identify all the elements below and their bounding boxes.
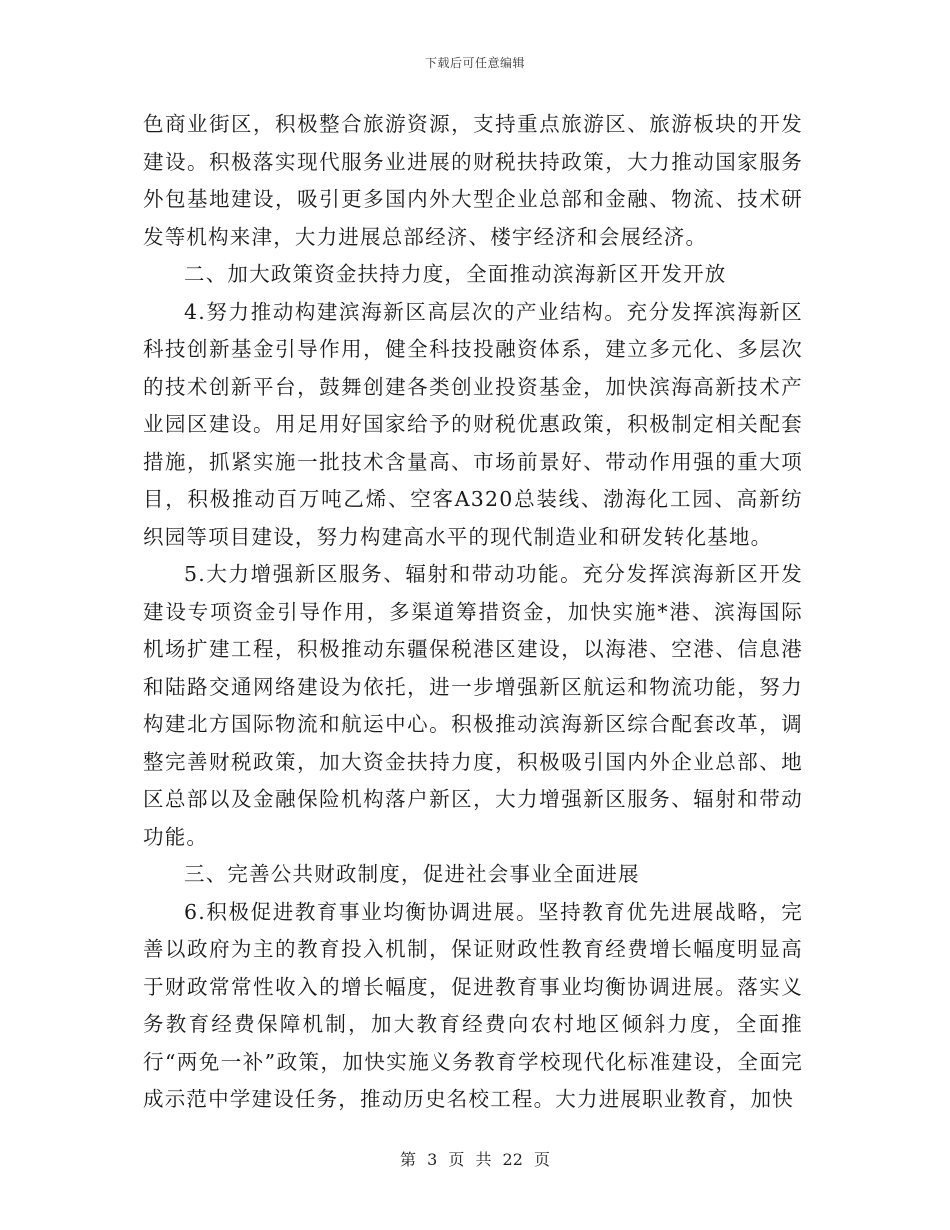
paragraph-item-6: 6.积极促进教育事业均衡协调进展。坚持教育优先进展战略，完善以政府为主的教育投入机制，保证财政性教育经费增长幅度明显高于财政常常性收入的增长幅度，促进教育事业均衡协调进展。落实义务教育经费保障机制，加大教育经费向农村地区倾斜力度，全面推行“两免一补”政策，加快实施义务教育学校现代化标准建设，全面完成示范中学建设任务，推动历史名校工程。大力进展职业教育，加快: [143, 899, 803, 1111]
section-heading-3: 三、完善公共财政制度，促进社会事业全面进展: [184, 862, 640, 886]
paragraph-continuation: 色商业街区，积极整合旅游资源，支持重点旅游区、旅游板块的开发建设。积极落实现代服务业进展的财税扶持政策，大力推动国家服务外包基地建设，吸引更多国内外大型企业总部和金融、物流、技术研发等机构来津，大力进展总部经济、楼宇经济和会展经济。: [143, 112, 803, 249]
page-header: 下载后可任意编辑: [424, 56, 525, 70]
page-footer: 第 3 页 共 22 页: [400, 1150, 550, 1169]
paragraph-item-5: 5.大力增强新区服务、辐射和带动功能。充分发挥滨海新区开发建设专项资金引导作用，多渠道筹措资金，加快实施*港、滨海国际机场扩建工程，积极推动东疆保税港区建设，以海港、空港、信息港和陆路交通网络建设为依托，进一步增强新区航运和物流功能，努力构建北方国际物流和航运中心。积极推动滨海新区综合配套改革，调整完善财税政策，加大资金扶持力度，积极吸引国内外企业总部、地区总部以及金融保险机构落户新区，大力增强新区服务、辐射和带动功能。: [143, 562, 803, 849]
document-body: [143, 106, 803, 1119]
paragraph-item-4: 4.努力推动构建滨海新区高层次的产业结构。充分发挥滨海新区科技创新基金引导作用，健全科技投融资体系，建立多元化、多层次的技术创新平台，鼓舞创建各类创业投资基金，加快滨海高新技术产业园区建设。用足用好国家给予的财税优惠政策，积极制定相关配套措施，抓紧实施一批技术含量高、市场前景好、带动作用强的重大项目，积极推动百万吨乙烯、空客A320总装线、渤海化工园、高新纺织园等项目建设，努力构建高水平的现代制造业和研发转化基地。: [143, 299, 803, 549]
section-heading-2: 二、加大政策资金扶持力度，全面推动滨海新区开发开放: [184, 262, 727, 286]
